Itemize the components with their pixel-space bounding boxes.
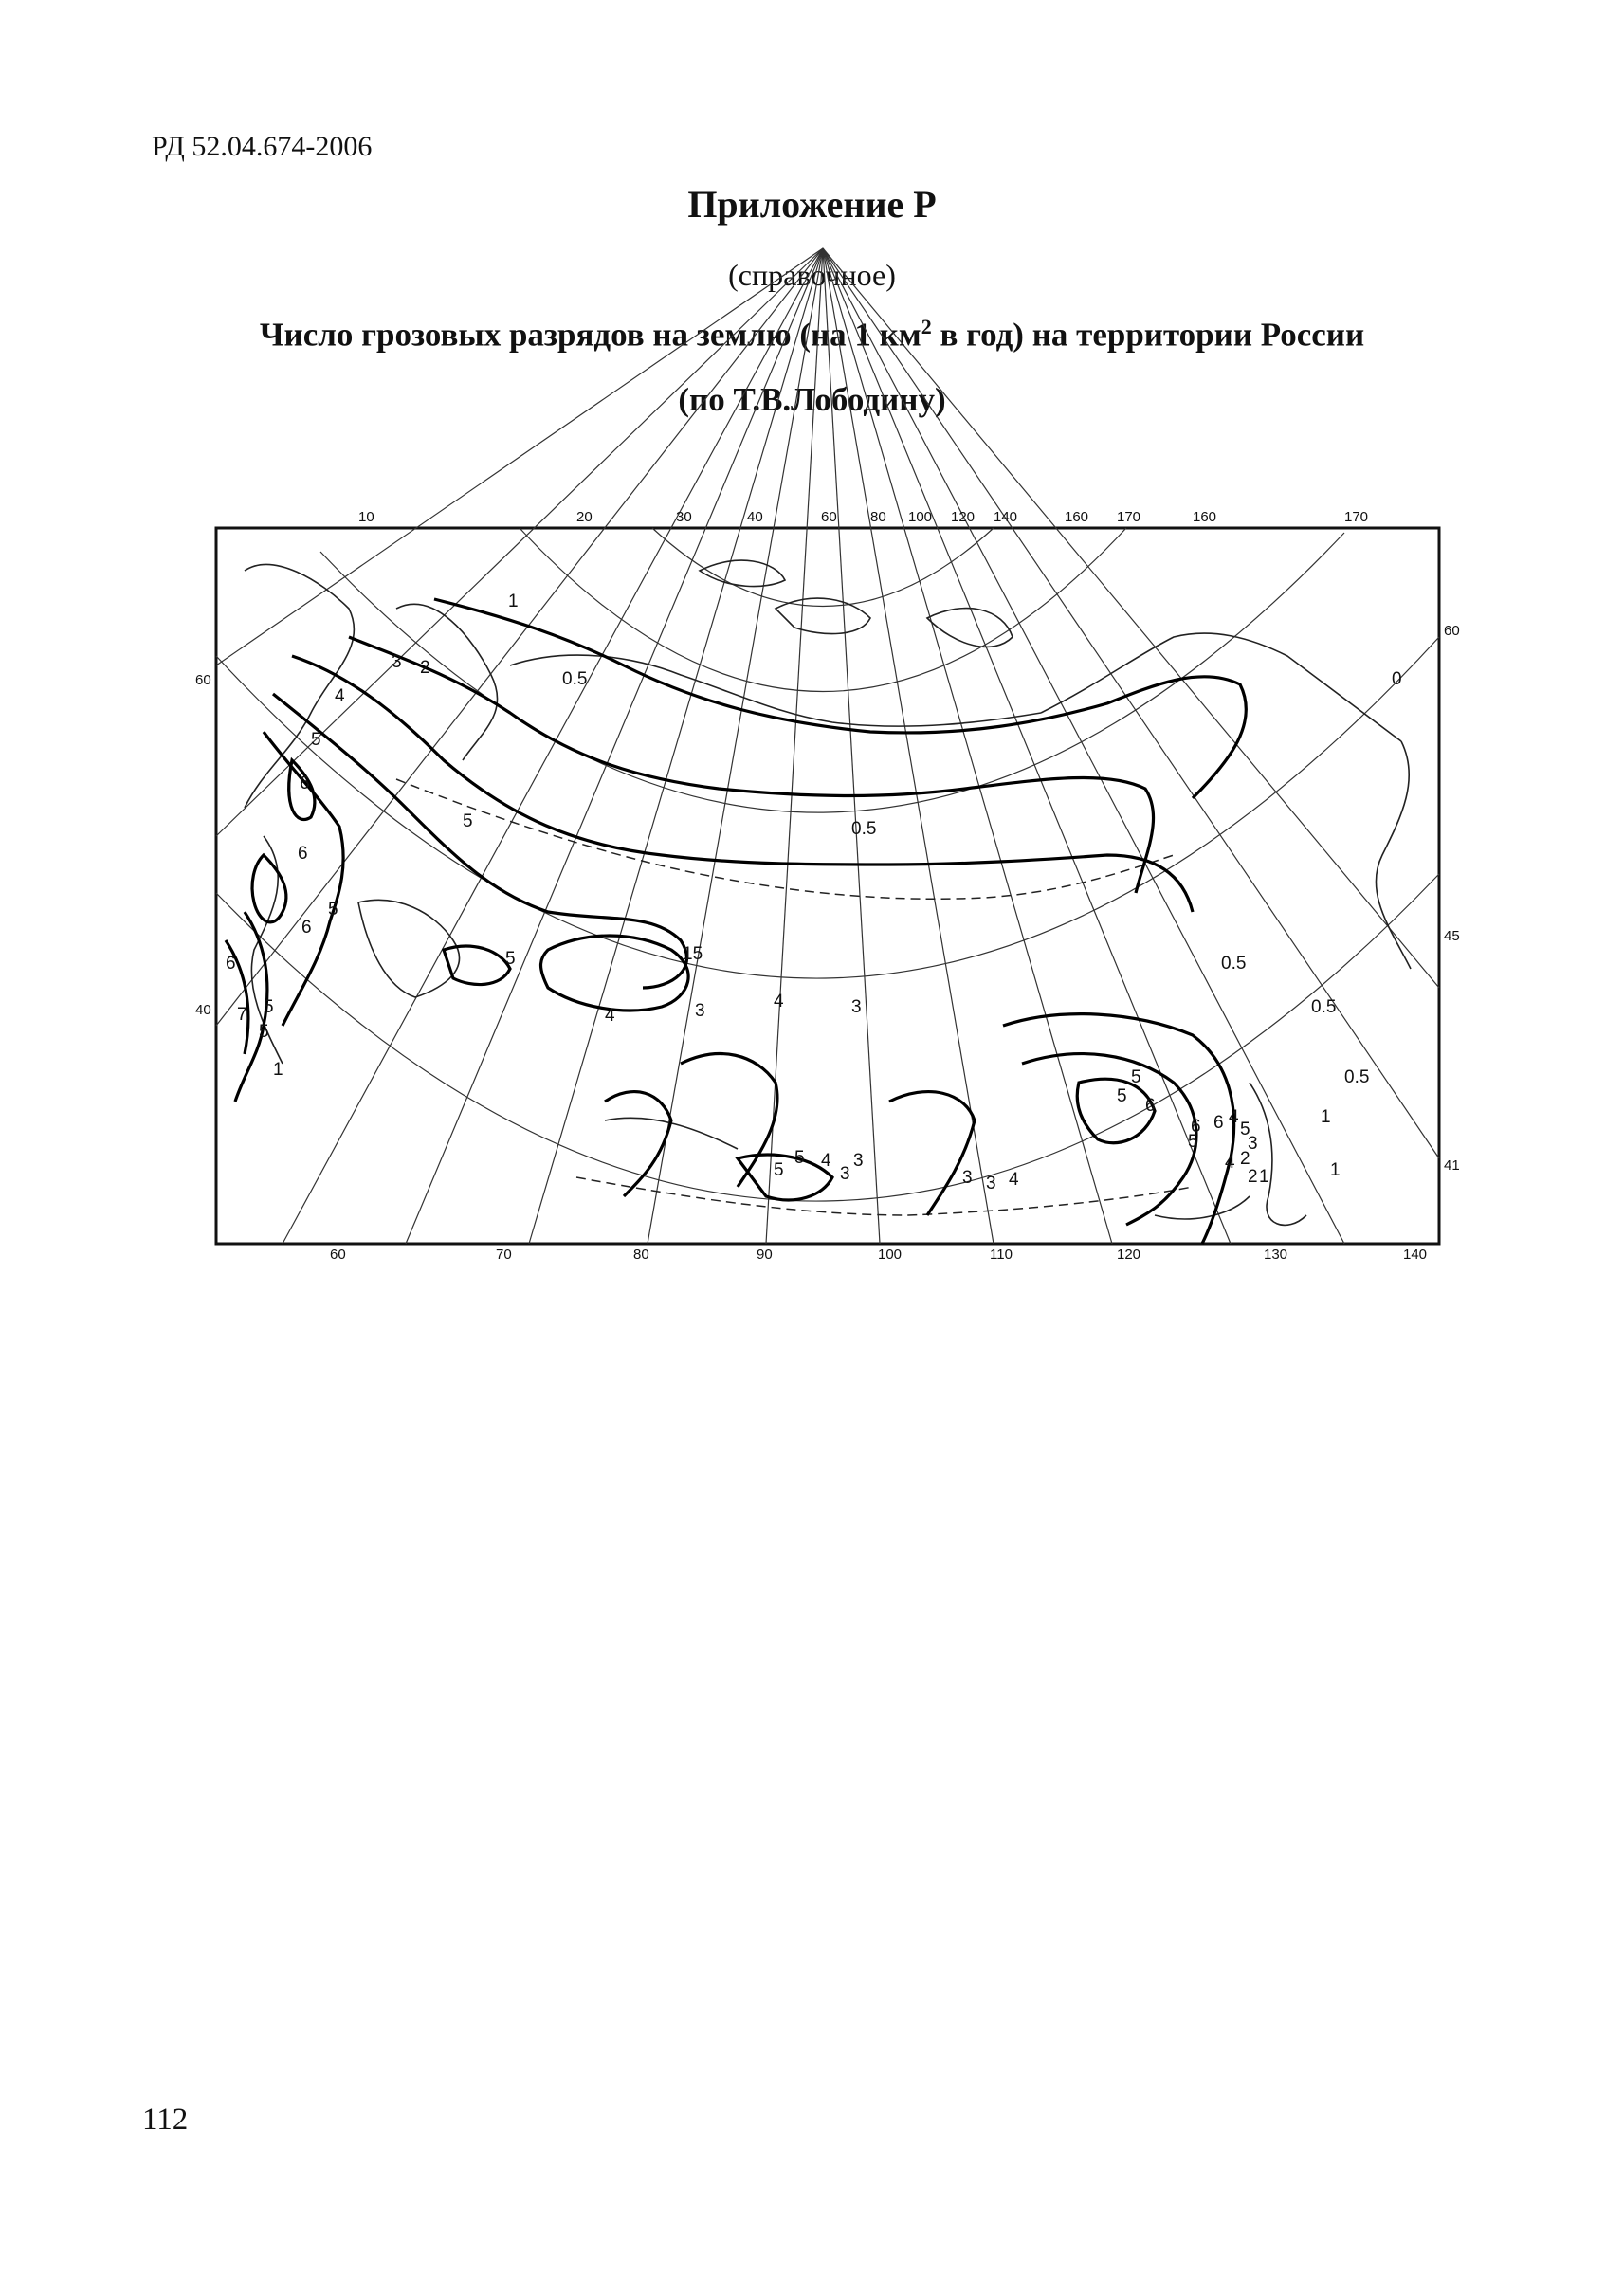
isoline-label: 3 bbox=[1248, 1134, 1258, 1154]
right-scale-label: 60 bbox=[1444, 623, 1460, 639]
bottom-scale bbox=[330, 1247, 1427, 1263]
isoline-label: 5 bbox=[1240, 1120, 1250, 1139]
isoline-label: 3 bbox=[392, 652, 402, 672]
isoline-label: 3 bbox=[986, 1174, 996, 1193]
isoline-label: 6 bbox=[301, 918, 312, 938]
bottom-scale-label: 100 bbox=[878, 1247, 903, 1263]
top-scale-label: 20 bbox=[576, 509, 593, 525]
isoline-label: 0.5 bbox=[1311, 997, 1337, 1017]
bottom-scale-label: 60 bbox=[330, 1247, 346, 1263]
isoline-label: 5 bbox=[311, 730, 321, 750]
isoline-label: 3 bbox=[851, 997, 862, 1017]
top-scale-label: 10 bbox=[358, 509, 374, 525]
thunderstorm-map bbox=[195, 495, 1460, 1263]
isoline-label: 0.5 bbox=[851, 819, 877, 839]
isoline-label: 0.5 bbox=[1344, 1067, 1370, 1087]
left-scale-label: 60 bbox=[195, 672, 211, 688]
bottom-scale-label: 70 bbox=[496, 1247, 512, 1263]
figure-subtitle: (по Т.В.Лободину) bbox=[678, 381, 946, 418]
isoline-label: 5 bbox=[505, 949, 516, 969]
figure-title-superscript: 2 bbox=[921, 315, 932, 338]
top-scale-label: 160 bbox=[1193, 509, 1217, 525]
isoline-label: 1 bbox=[1321, 1107, 1331, 1127]
isoline-label: 5 bbox=[1131, 1067, 1141, 1087]
side-scales bbox=[195, 623, 1460, 1174]
top-scale-label: 160 bbox=[1065, 509, 1089, 525]
figure-title bbox=[0, 315, 1624, 355]
isoline-label: 6 bbox=[1145, 1096, 1156, 1116]
bottom-scale-label: 90 bbox=[757, 1247, 773, 1263]
isoline-label: 1 bbox=[508, 592, 519, 611]
isoline-label: 2 bbox=[1248, 1167, 1258, 1187]
isoline-label: 5 bbox=[328, 900, 338, 920]
left-scale-label: 40 bbox=[195, 1002, 211, 1018]
isoline-label: 3 bbox=[695, 1001, 705, 1021]
isoline-label: 5 bbox=[774, 1160, 784, 1180]
right-scale-label: 45 bbox=[1444, 928, 1460, 944]
figure-title-text-end: в год) на территории России bbox=[931, 316, 1365, 354]
isoline-label: 6 bbox=[298, 844, 308, 864]
isoline-label: 4 bbox=[774, 992, 784, 1011]
isoline-label: 0.5 bbox=[1221, 954, 1247, 974]
top-scale-label: 60 bbox=[821, 509, 837, 525]
appendix-type: (справочное) bbox=[728, 258, 896, 292]
top-scale-label: 170 bbox=[1117, 509, 1141, 525]
isoline-label: 3 bbox=[853, 1151, 864, 1171]
top-scale-label: 100 bbox=[908, 509, 933, 525]
top-scale bbox=[358, 509, 1368, 525]
isoline-label: 6 bbox=[300, 774, 310, 793]
top-scale-label: 120 bbox=[951, 509, 976, 525]
isoline-label: 5 bbox=[1188, 1132, 1198, 1152]
isoline-label: 3 bbox=[962, 1168, 973, 1188]
isoline-label: 2 bbox=[1240, 1149, 1250, 1169]
isoline-label: 5 bbox=[1117, 1086, 1127, 1106]
isoline-label: 4 bbox=[821, 1151, 831, 1171]
isoline-label: 5 bbox=[259, 1022, 269, 1042]
top-scale-label: 40 bbox=[747, 509, 763, 525]
isoline-label: 4 bbox=[605, 1006, 615, 1026]
isoline-label: 15 bbox=[683, 944, 703, 964]
isoline-label: 6 bbox=[1191, 1117, 1201, 1137]
top-scale-label: 30 bbox=[676, 509, 692, 525]
bottom-scale-label: 130 bbox=[1264, 1247, 1288, 1263]
border-line bbox=[396, 779, 1174, 899]
top-scale-label: 140 bbox=[994, 509, 1018, 525]
figure-title-text: Число грозовых разрядов на землю (на 1 км bbox=[259, 316, 921, 354]
isoline-label: 4 bbox=[1009, 1170, 1019, 1190]
bottom-scale-label: 80 bbox=[633, 1247, 649, 1263]
top-scale-label: 80 bbox=[870, 509, 886, 525]
top-scale-label: 170 bbox=[1344, 509, 1369, 525]
document-code: РД 52.04.674-2006 bbox=[152, 131, 373, 162]
isoline-label: 3 bbox=[840, 1164, 850, 1184]
isoline-label: 0 bbox=[1392, 669, 1402, 689]
isoline-label: 4 bbox=[1229, 1107, 1239, 1127]
right-scale-label: 41 bbox=[1444, 1157, 1460, 1174]
isoline-label: 7 bbox=[237, 1005, 247, 1025]
appendix-title: Приложение Р bbox=[687, 183, 937, 226]
bottom-scale-label: 120 bbox=[1117, 1247, 1141, 1263]
isoline-label: 5 bbox=[463, 811, 473, 831]
isoline-label: 4 bbox=[335, 686, 345, 706]
isolines bbox=[226, 599, 1246, 1244]
isoline-label: 5 bbox=[794, 1148, 805, 1168]
isoline-label: 5 bbox=[264, 997, 274, 1017]
bottom-scale-label: 140 bbox=[1403, 1247, 1428, 1263]
isoline-label: 4 bbox=[1225, 1153, 1235, 1173]
bottom-scale-label: 110 bbox=[990, 1247, 1013, 1263]
isoline-label: 1 bbox=[1259, 1167, 1269, 1187]
isoline-label: 6 bbox=[226, 954, 236, 974]
isoline-label: 0.5 bbox=[562, 669, 588, 689]
isoline-label: 1 bbox=[1330, 1160, 1341, 1180]
isoline-label: 1 bbox=[273, 1060, 283, 1080]
isoline-label: 6 bbox=[1213, 1113, 1224, 1133]
isoline-label: 2 bbox=[420, 658, 430, 678]
page-number: 112 bbox=[142, 2103, 189, 2137]
